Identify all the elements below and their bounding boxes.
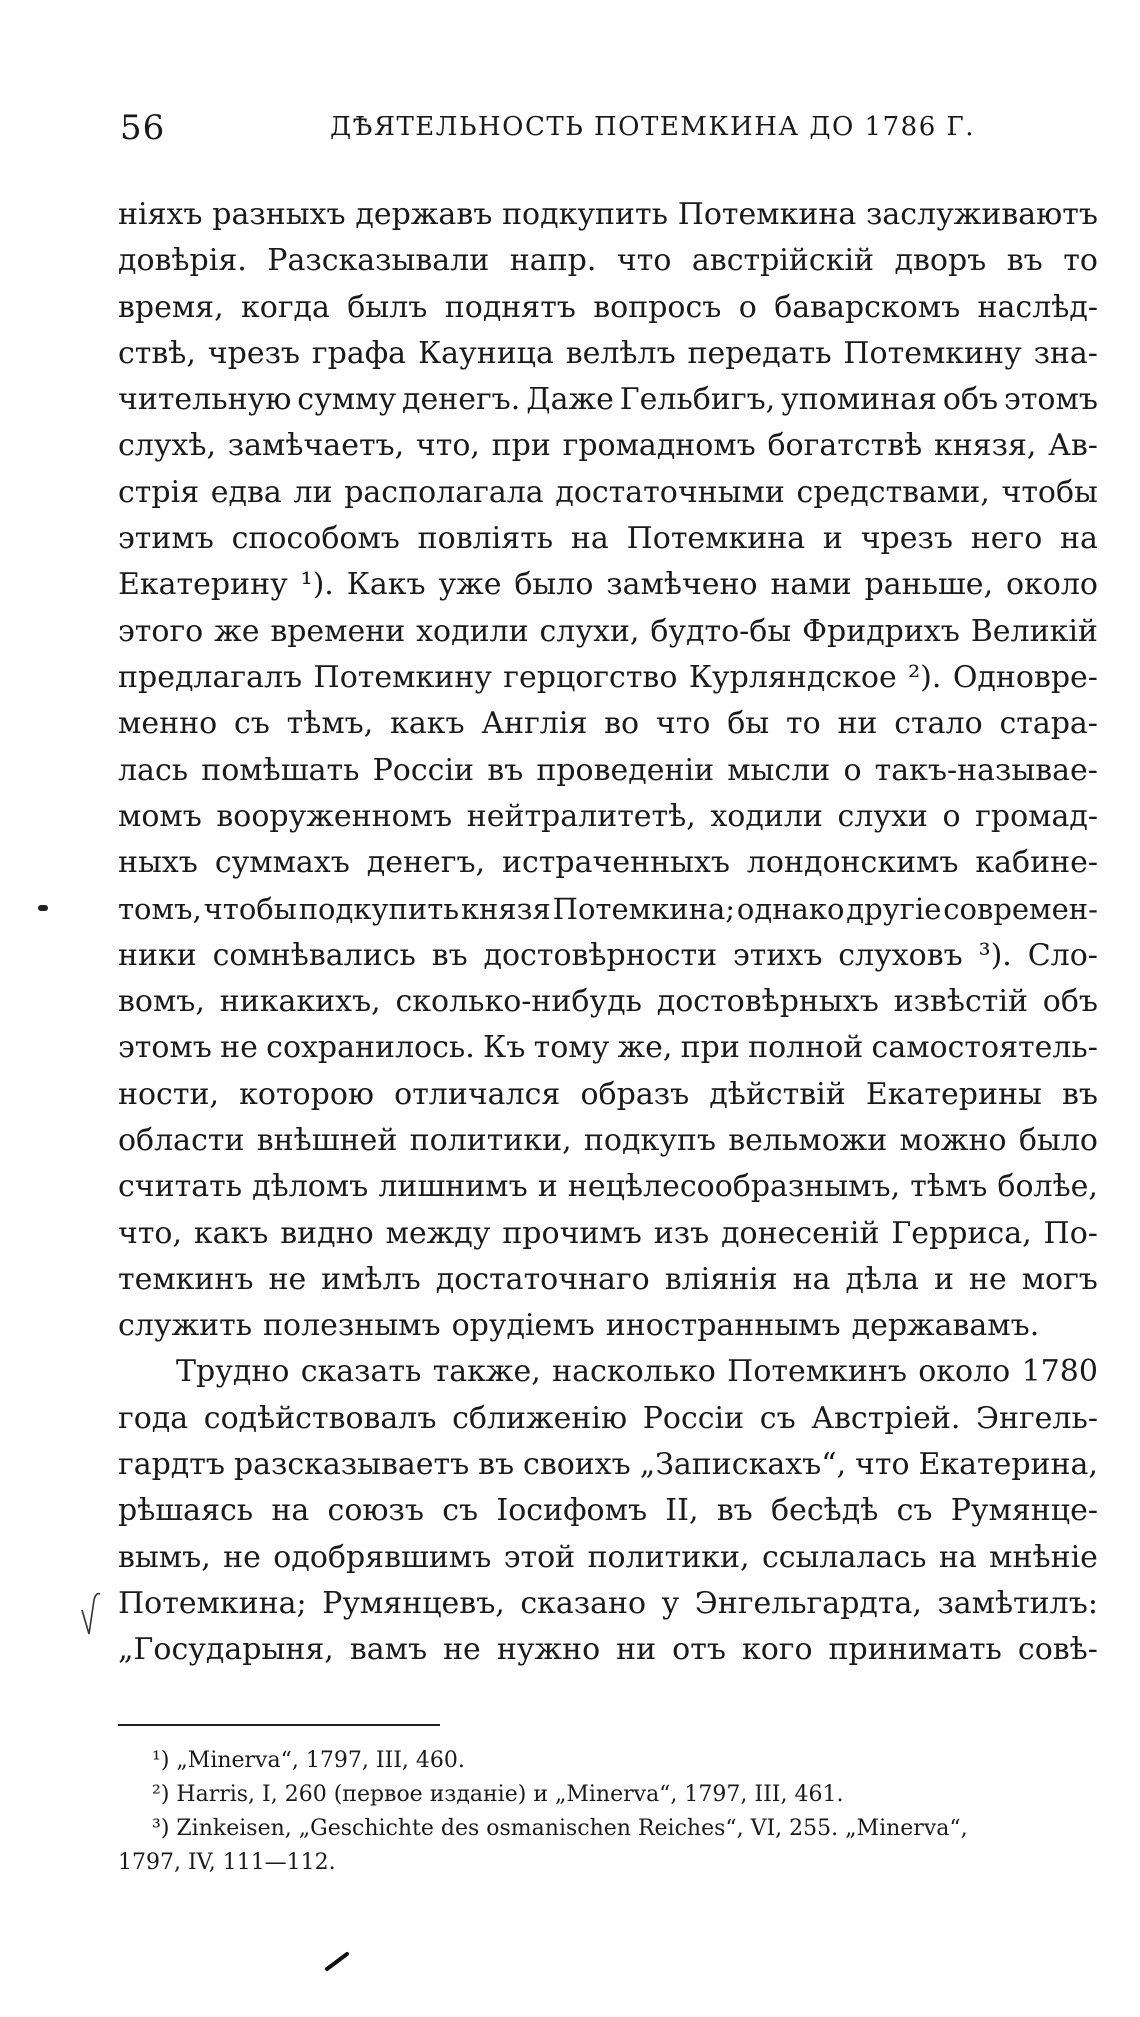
text-line: ніяхъ разныхъ державъ подкупить Потемкина заслуживаютъ — [118, 197, 1098, 232]
footnote-3: ³) Zinkeisen, „Geschichte des osmanischen Reiches“, VI, 255. „Minerva“, — [152, 1816, 968, 1841]
text-line: стрія едва ли располагала достаточными средствами, чтобы — [118, 474, 1098, 510]
running-title: ДѢЯТЕЛЬНОСТЬ ПОТЕМКИНА ДО 1786 Г. — [330, 112, 975, 142]
text-line-paragraph-start: Трудно сказать также, насколько Потемкинъ около 1780 — [176, 1354, 1098, 1390]
text-line: этомъ не сохранилось. Къ тому же, при полной самостоятель- — [118, 1030, 1098, 1066]
text-line: момъ вооруженномъ нейтралитетѣ, ходили слухи о громад- — [118, 798, 1098, 834]
text-line: Екатерину ¹). Какъ уже было замѣчено нами раньше, около — [118, 567, 1098, 603]
text-line: темкинъ не имѣлъ достаточнаго вліянія на дѣла и не могъ — [118, 1261, 1098, 1297]
text-line: вомъ, никакихъ, сколько-нибудь достовѣрныхъ извѣстій объ — [118, 984, 1098, 1020]
text-line: „Государыня, вамъ не нужно ни отъ кого принимать совѣ- — [118, 1632, 1098, 1668]
text-line: что, какъ видно между прочимъ изъ донесеній Герриса, По- — [118, 1215, 1098, 1251]
text-line: вымъ, не одобрявшимъ этой политики, ссылалась на мнѣніе — [118, 1539, 1098, 1575]
text-line: считать дѣломъ лишнимъ и нецѣлесообразнымъ, тѣмъ болѣе, — [118, 1169, 1098, 1205]
text-line: ныхъ суммахъ денегъ, истраченныхъ лондонскимъ кабине- — [118, 845, 1098, 881]
body-text — [118, 192, 1098, 1674]
text-line: ности, которою отличался образъ дѣйствій Екатерины въ — [118, 1076, 1098, 1112]
text-line: ники сомнѣвались въ достовѣрности этихъ слуховъ ³). Сло- — [118, 937, 1098, 973]
footnote-3-continued: 1797, IV, 111—112. — [118, 1850, 336, 1875]
text-line: этого же времени ходили слухи, будто-бы Фридрихъ Великій — [118, 613, 1098, 649]
margin-pencil-mark — [80, 1590, 102, 1638]
text-line: ствѣ, чрезъ графа Кауница велѣлъ передать Потемкину зна- — [118, 335, 1098, 371]
text-line: довѣрія. Разсказывали напр. что австрійскій дворъ въ то — [118, 243, 1098, 279]
text-line: Потемкина; Румянцевъ, сказано у Энгельгардта, замѣтилъ: — [118, 1585, 1098, 1621]
text-line: области внѣшней политики, подкупъ вельможи можно было — [118, 1122, 1098, 1158]
page-number: 56 — [120, 108, 166, 148]
stray-pen-mark — [324, 1950, 350, 1972]
footnote-rule — [118, 1724, 440, 1726]
text-line: предлагалъ Потемкину герцогство Курляндское ²). Одновре- — [118, 659, 1098, 695]
text-line: рѣшаясь на союзъ съ Іосифомъ II, въ бесѣдѣ съ Румянце- — [118, 1493, 1098, 1529]
text-line: менно съ тѣмъ, какъ Англія во что бы то ни стало стара- — [118, 706, 1098, 742]
text-line: этимъ способомъ повліять на Потемкина и чрезъ него на — [118, 521, 1098, 557]
text-line: томъ, чтобы подкупить князя Потемкина; однако другіе современ- — [118, 892, 1098, 927]
text-line: гардтъ разсказываетъ въ своихъ „Запискахъ“, что Екатерина, — [118, 1447, 1098, 1483]
text-line: время, когда былъ поднятъ вопросъ о баварскомъ наслѣд- — [118, 289, 1098, 325]
footnote-1: ¹) „Minerva“, 1797, III, 460. — [152, 1748, 465, 1773]
text-line: года содѣйствовалъ сближенію Россіи съ Австріей. Энгель- — [118, 1400, 1098, 1436]
text-line: лась помѣшать Россіи въ проведеніи мысли о такъ-называе- — [118, 752, 1098, 788]
running-head — [120, 108, 990, 156]
stray-ink-dot — [38, 905, 48, 911]
footnotes — [118, 1744, 1098, 1880]
footnote-2: ²) Harris, I, 260 (первое изданіе) и „Minerva“, 1797, III, 461. — [152, 1782, 844, 1807]
text-line-paragraph-end: служить полезнымъ орудіемъ иностраннымъ державамъ. — [118, 1308, 1040, 1344]
text-line: слухѣ, замѣчаетъ, что, при громадномъ богатствѣ князя, Ав- — [118, 428, 1098, 464]
text-line: чительную сумму денегъ. Даже Гельбигъ, упоминая объ этомъ — [118, 382, 1098, 418]
